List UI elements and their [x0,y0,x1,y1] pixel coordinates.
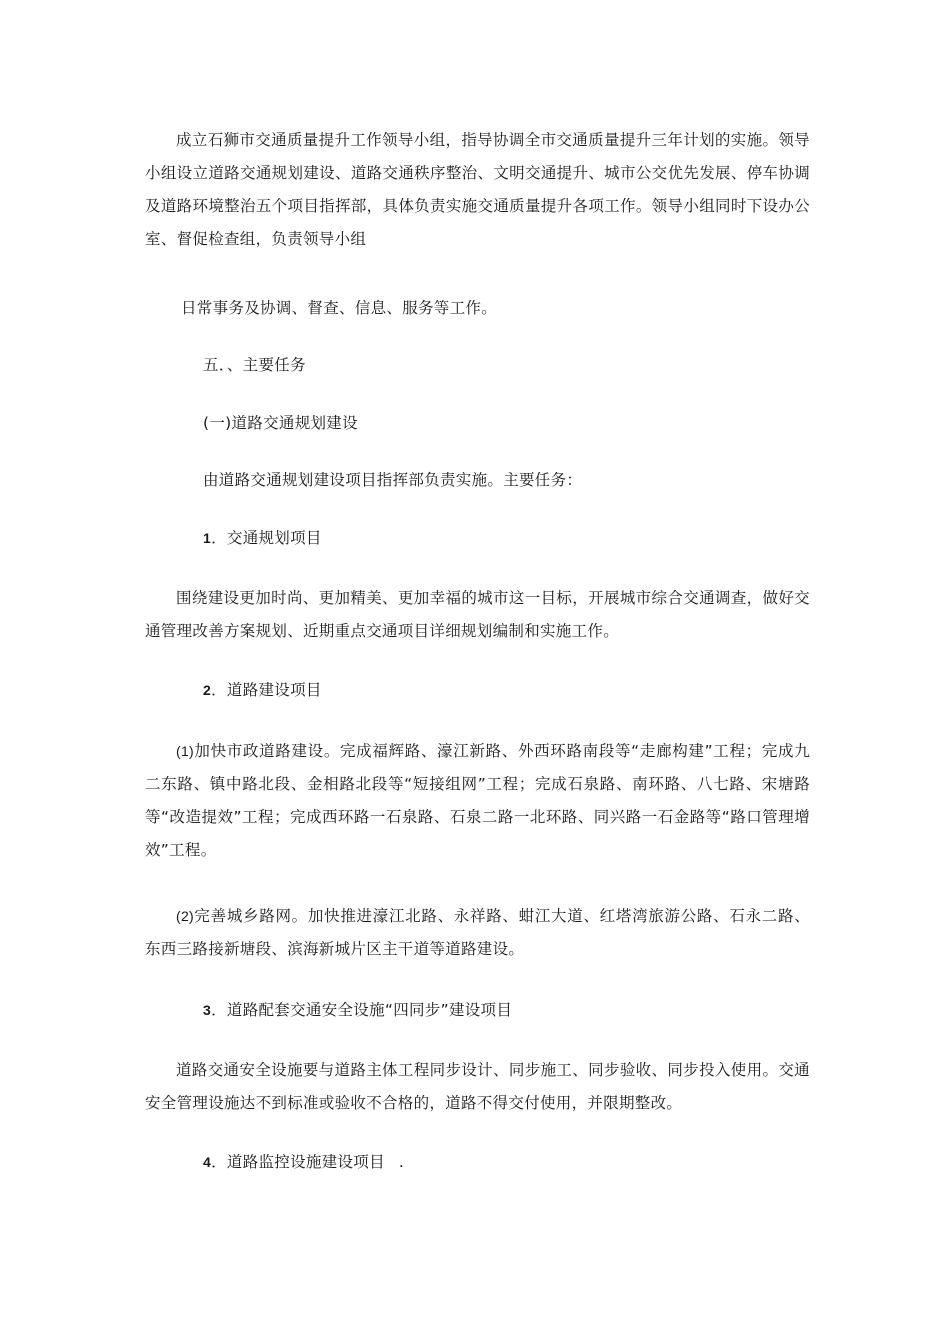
paragraph-leadership-group: 成立石狮市交通质量提升工作领导小组，指导协调全市交通质量提升三年计划的实施。领导小组设立道路交通规划建设、道路交通秩序整治、文明交通提升、城市公交优先发展、停车协调及道路环境整治五个项目指挥部，具体负责实施交通质量提升各项工作。领导小组同时下设办公室、督促检查组，负责领导小组 [145,131,810,248]
paragraph-text: 加快市政道路建设。完成福辉路、濠江新路、外西环路南段等“走廊构建”工程；完成九二东路、镇中路北段、金相路北段等“短接组网”工程；完成石泉路、南环路、八七路、宋塘路等“改造提效”工程；完成西环路一石泉路、石泉二路一北环路、同兴路一石金路等“路口管理增效”工程。 [145,742,810,859]
item-heading-monitoring-facilities [203,1146,404,1179]
paragraph-urban-rural-network [145,900,810,966]
item-heading-traffic-planning [203,522,322,555]
paragraph-municipal-roads [145,735,810,867]
item-number: 4 [203,1154,212,1170]
paragraph-number: (2) [176,908,195,924]
paragraph-number: (1) [176,743,195,759]
subsection-heading-road-planning: (一)道路交通规划建设 [203,414,358,432]
item-title: ．道路监控设施建设项目 [211,1153,385,1171]
section-heading-main-tasks: 五．、主要任务 [203,356,306,374]
item-title: ．交通规划项目 [211,529,322,547]
paragraph-safety-facilities: 道路交通安全设施要与道路主体工程同步设计、同步施工、同步验收、同步投入使用。交通安全管理设施达不到标准或验收不合格的，道路不得交付使用，并限期整改。 [145,1061,810,1112]
item-number: 2 [203,682,212,698]
item-title: ．道路配套交通安全设施“四同步”建设项目 [211,1001,513,1019]
paragraph-text: 完善城乡路网。加快推进濠江北路、永祥路、蚶江大道、红塔湾旅游公路、石永二路、东西三路接新塘段、滨海新城片区主干道等道路建设。 [145,907,810,958]
trailing-mark: . [398,1153,405,1171]
item-heading-safety-facilities [203,994,512,1027]
item-number: 1 [203,530,212,546]
item-title: ．道路建设项目 [211,681,322,699]
paragraph-daily-affairs: 日常事务及协调、督查、信息、服务等工作。 [181,299,498,317]
paragraph-main-tasks-intro: 由道路交通规划建设项目指挥部负责实施。主要任务： [203,471,583,489]
item-heading-road-construction [203,674,322,707]
item-number: 3 [203,1002,212,1018]
paragraph-traffic-planning: 围绕建设更加时尚、更加精美、更加幸福的城市这一目标，开展城市综合交通调查，做好交通管理改善方案规划、近期重点交通项目详细规划编制和实施工作。 [145,589,810,640]
